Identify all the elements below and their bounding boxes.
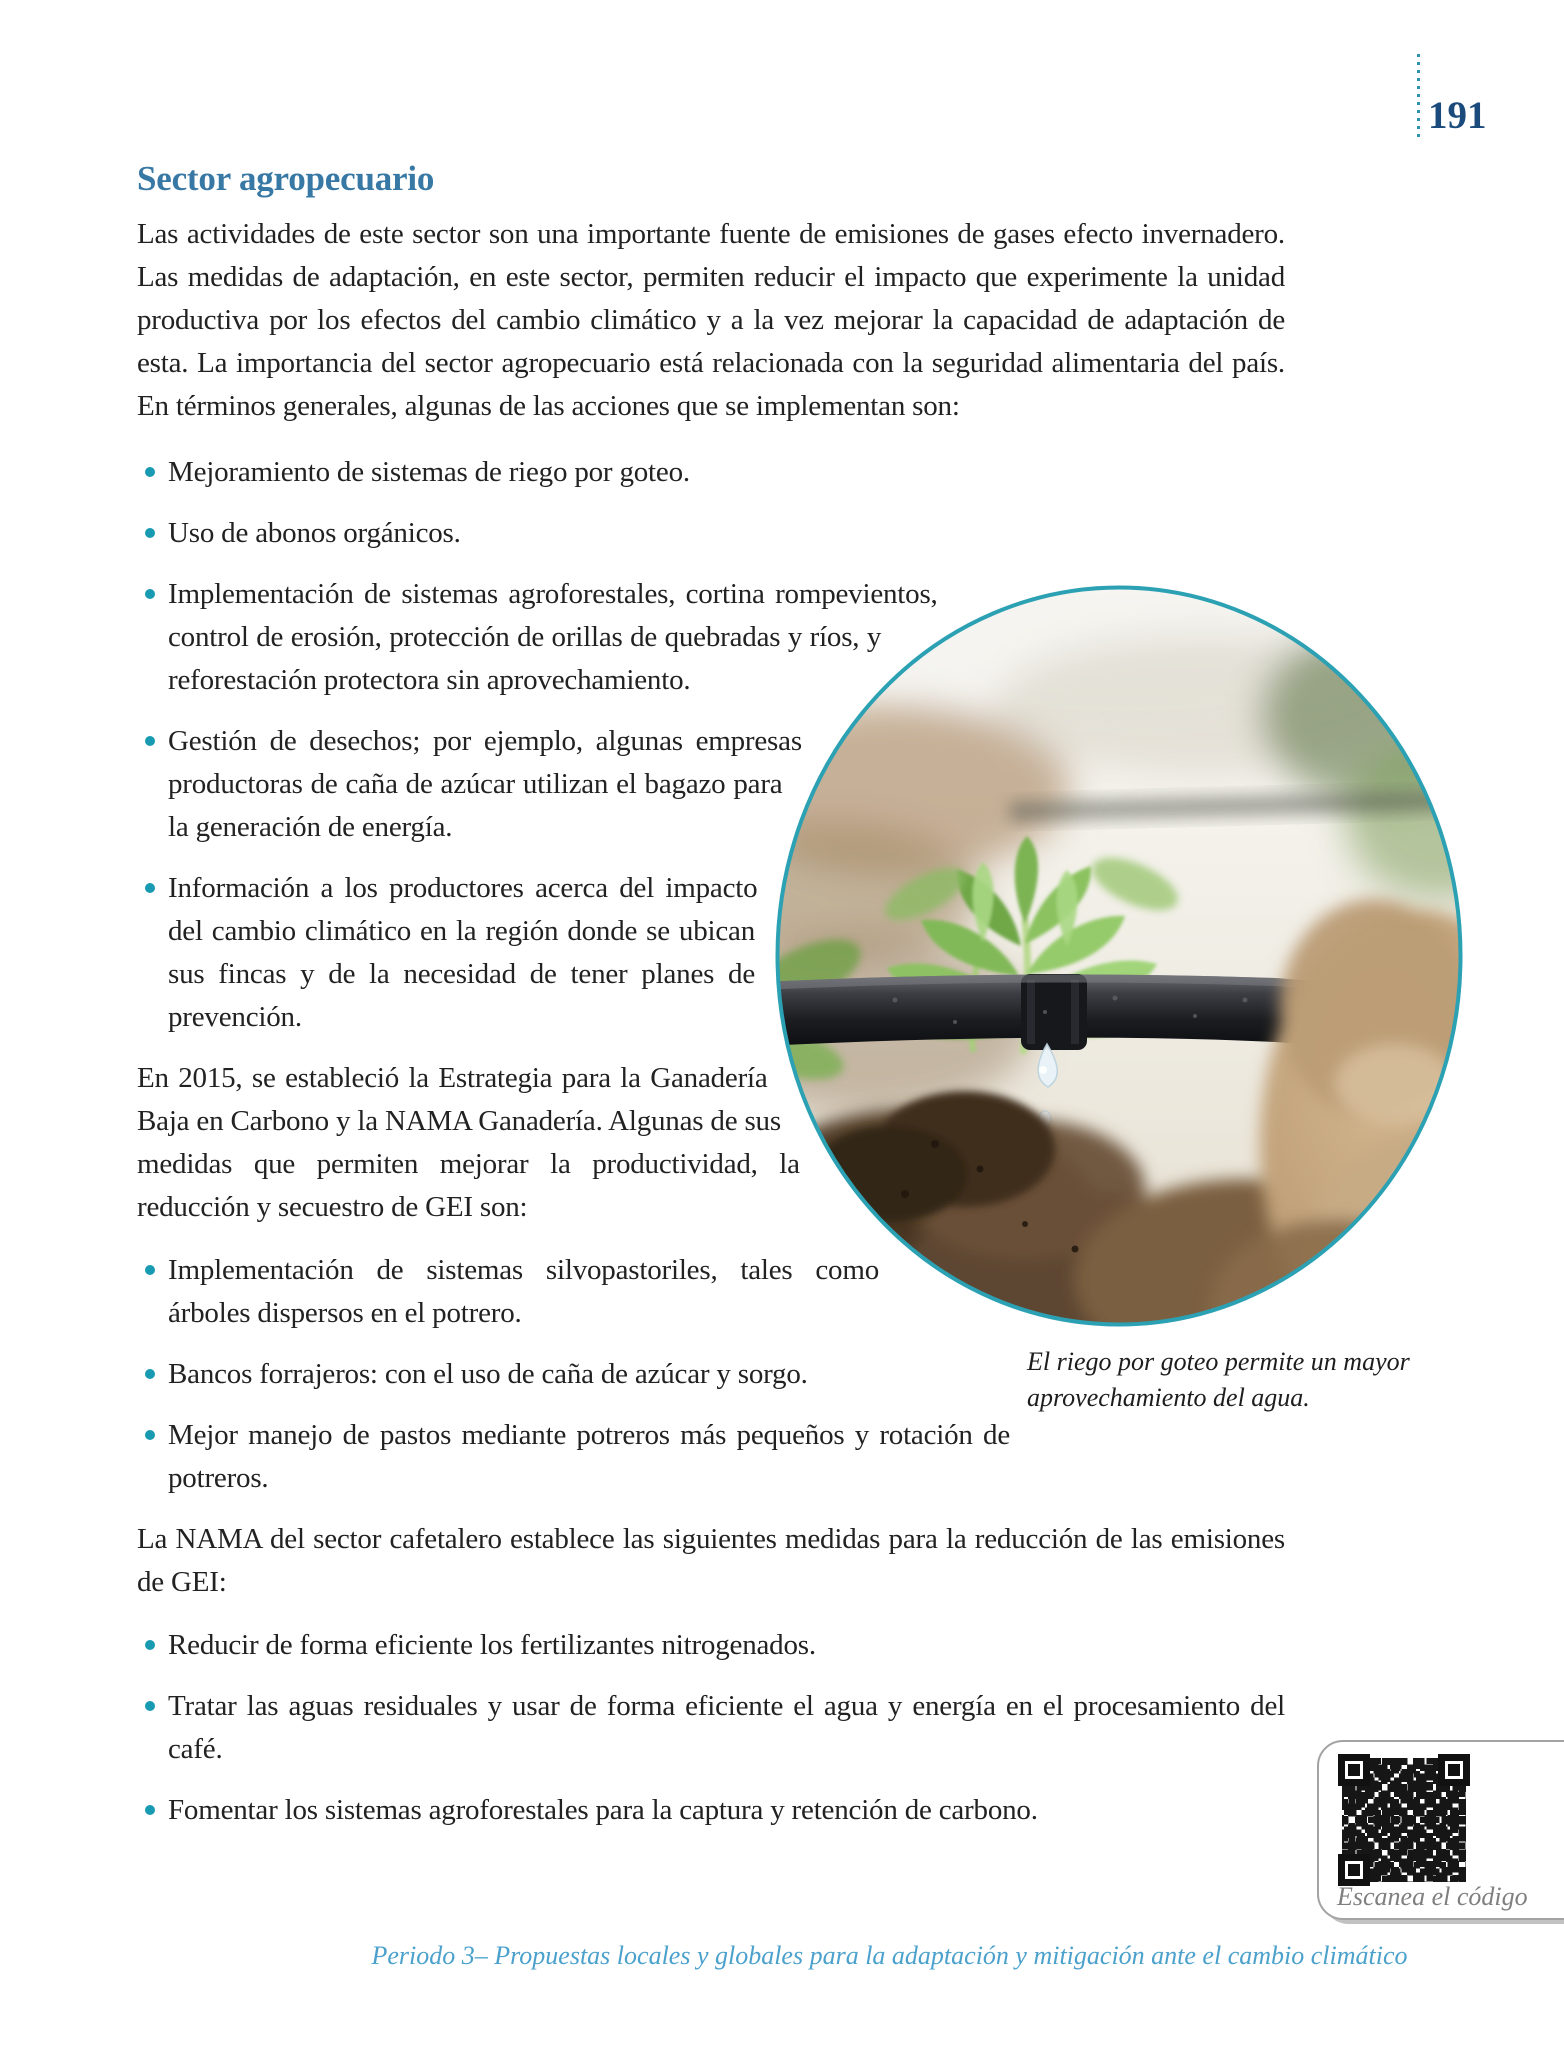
list-item: Tratar las aguas residuales y usar de forma eficiente el agua y energía en el procesamiento del café.: [137, 1685, 1285, 1771]
paragraph-nama-cafetalero: La NAMA del sector cafetalero establece las siguientes medidas para la reducción de las emisiones de GEI:: [137, 1523, 1285, 1598]
dotted-rule: [1417, 54, 1420, 142]
drip-irrigation-photo: [775, 584, 1463, 1328]
section-heading: Sector agropecuario: [137, 159, 435, 198]
list-item: Implementación de sistemas silvopastoriles, tales como árboles dispersos en el potrero.: [137, 1249, 1285, 1335]
list-item: Mejor manejo de pastos mediante potreros más pequeños y rotación de potreros.: [137, 1414, 1285, 1500]
list-item: Gestión de desechos; por ejemplo, algunas empresas productoras de caña de azúcar utilizan el bagazo para la generación de energía.: [137, 720, 1285, 849]
paragraph-estrategia-2015: En 2015, se estableció la Estrategia para la Ganadería Baja en Carbono y la NAMA Ganadería. Algunas de sus medidas que permiten mejorar la productividad, la reducción y secuestro de GEI son:: [137, 1062, 800, 1223]
qr-box: [1317, 1740, 1564, 1920]
page-footer: Periodo 3– Propuestas locales y globales para la adaptación y mitigación ante el cambio climático: [371, 1941, 1408, 1970]
list-item: Información a los productores acerca del impacto del cambio climático en la región donde se ubican sus fincas y de la necesidad de tener planes de prevención.: [137, 867, 1285, 1039]
figure-drip-irrigation: [775, 584, 1463, 1412]
photo-caption: El riego por goteo permite un mayor aprovechamiento del agua.: [1027, 1347, 1410, 1412]
qr-finder-icon: [1438, 1754, 1470, 1786]
page-number: 191: [1428, 94, 1487, 137]
intro-paragraph: Las actividades de este sector son una importante fuente de emisiones de gases efecto invernadero. Las medidas de adaptación, en este sector, permiten reducir el impacto que experimente la unidad productiva por los efectos del cambio climático y a la vez mejorar la capacidad de adaptación de esta. La importancia del sector agropecuario está relacionada con la seguridad alimentaria del país. En términos generales, algunas de las acciones que se implementan son:: [137, 218, 1285, 422]
list-item: Implementación de sistemas agroforestales, cortina rompevientos, control de erosión, protección de orillas de quebradas y ríos, y reforestación protectora sin aprovechamiento.: [137, 573, 1285, 702]
qr-caption: Escanea el código: [1337, 1882, 1528, 1911]
list-item: Uso de abonos orgánicos.: [137, 512, 1285, 555]
qr-code: [1338, 1754, 1470, 1886]
list-item: Bancos forrajeros: con el uso de caña de azúcar y sorgo.: [137, 1353, 1285, 1396]
list-item: Mejoramiento de sistemas de riego por goteo.: [137, 451, 1285, 494]
list-item: Reducir de forma eficiente los fertilizantes nitrogenados.: [137, 1624, 1285, 1667]
qr-finder-icon: [1338, 1754, 1370, 1786]
list-item: Fomentar los sistemas agroforestales para la captura y retención de carbono.: [137, 1789, 1285, 1832]
